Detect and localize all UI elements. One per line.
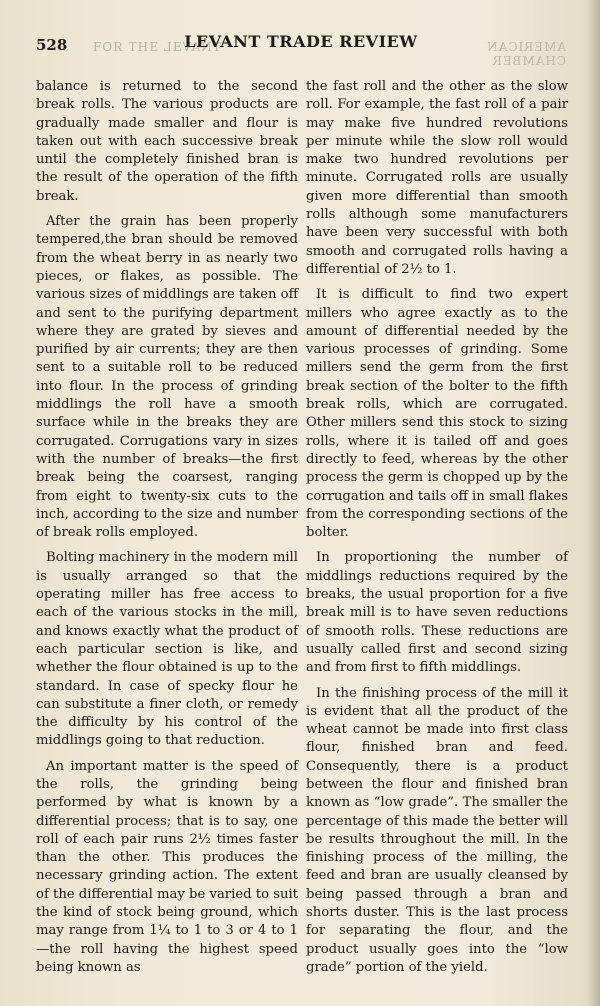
page-edge-shadow	[586, 0, 600, 1006]
right-column	[306, 78, 568, 984]
paragraph: It is difficult to find two expert millers who agree exactly as to the amount of differential needed by the various processes of grinding. Some millers send the germ from the first break section of the bolter to the fifth break rolls, which are corrugated. Other millers send this stock to sizing rolls, where it is tailed off and goes directly to feed, whereas by the other process the germ is chopped up by the corrugation and tails off in small flakes from the corresponding sections of the bolter.	[306, 287, 568, 541]
paragraph: balance is returned to the second break rolls. The various products are gradually made smaller and flour is taken out with each successive break until the completely finished bran is the result of the operation of the fifth break.	[36, 79, 298, 204]
paragraph: An important matter is the speed of the rolls, the grinding being performed by what is known by a differential process; that is to say, one roll of each pair runs 2½ times faster than the other. This produces the necessary grinding action. The extent of the differential may be varied to suit the kind of stock being ground, which may range from 1¼ to 1 to 3 or 4 to 1—the roll having the highest speed being known as	[36, 758, 298, 975]
paragraph: In proportioning the number of middlings reductions required by the breaks, the usual proportion for a five break mill is to have seven reductions of smooth rolls. These reductions are usually called first and second sizing and from first to fifth middlings.	[306, 550, 568, 676]
paragraph: Bolting machinery in the modern mill is usually arranged so that the operating miller has free access to each of the various stocks in the mill, and knows exactly what the product of each particular section is like, and whether the flour obtained is up to the standard. In case of specky flour he can substitute a finer cloth, or remedy the difficulty by his control of the middlings going to that reduction.	[36, 550, 298, 749]
paragraph: In the finishing process of the mill it is evident that all the product of the wheat cannot be made into first class flour, finished bran and feed. Consequently, there is a product between the flour and finished bran known as “low grade”. The smaller the percentage of this made the better will be results throughout the mill. In the finishing process of the milling, the feed and bran are usually cleansed by being passed through a bran and shorts duster. This is the last process for separating the flour, and the product usually goes into the “low grade” portion of the yield.	[306, 685, 568, 975]
bleed-through-text: AMERICAN CHAMBER	[486, 40, 566, 68]
running-header	[36, 32, 566, 68]
paragraph: After the grain has been properly tempered,the bran should be removed from the wheat berry in as nearly two pieces, or flakes, as possible. The various sizes of middlings are taken off and sent to the purifying department where they are grated by sieves and purified by air currents; they are then sent to a suitable roll to be reduced into flour. In the process of grinding middlings the roll have a smooth surface while in the breaks they are corrugated. Corrugations vary in sizes with the number of breaks—the first break being the coarsest, ranging from eight to twenty-six cuts to the inch, according to the size and number of break rolls employed.	[36, 214, 298, 541]
left-column	[36, 78, 298, 984]
bleed-through-text: TNAVƎL ƎHT ЯOꟻ	[92, 40, 221, 54]
paragraph: the fast roll and the other as the slow roll. For example, the fast roll of a pair may make five hundred revolutions per minute while the slow roll would make two hundred revolutions per minute. Corrugated rolls are usually given more differential than smooth rolls although some manufacturers have been very successful with both smooth and corrugated rolls having a differential of 2½ to 1.	[306, 79, 568, 277]
journal-title: LEVANT TRADE REVIEW	[184, 32, 418, 51]
page-number: 528	[36, 36, 68, 54]
